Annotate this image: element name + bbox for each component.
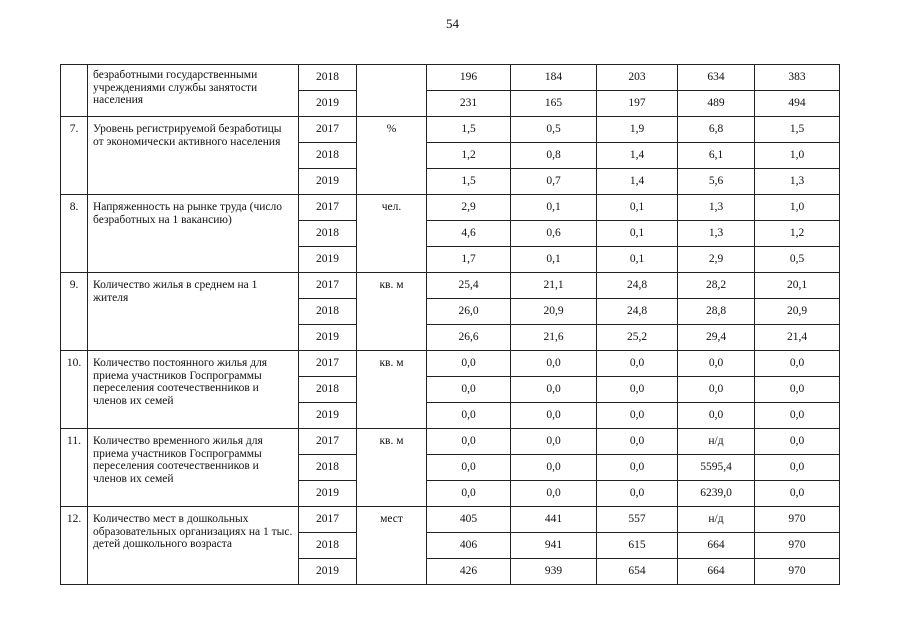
value-cell: 441 — [511, 507, 597, 533]
indicator-name: Количество жилья в среднем на 1 жителя — [88, 273, 299, 351]
value-cell: 0,0 — [427, 481, 511, 507]
value-cell: 4,6 — [427, 221, 511, 247]
value-cell: 184 — [511, 65, 597, 91]
value-cell: 1,0 — [755, 195, 840, 221]
value-cell: 1,4 — [597, 169, 678, 195]
unit-cell: % — [357, 117, 427, 195]
value-cell: 0,0 — [511, 403, 597, 429]
value-cell: 1,5 — [427, 169, 511, 195]
row-number: 11. — [61, 429, 88, 507]
year-cell: 2017 — [299, 117, 357, 143]
value-cell: 0,0 — [755, 351, 840, 377]
year-cell: 2018 — [299, 377, 357, 403]
value-cell: 0,0 — [597, 377, 678, 403]
value-cell: 21,1 — [511, 273, 597, 299]
value-cell: 0,0 — [427, 377, 511, 403]
value-cell: 634 — [678, 65, 755, 91]
value-cell: 203 — [597, 65, 678, 91]
table-row — [61, 351, 840, 377]
value-cell: 1,3 — [678, 221, 755, 247]
value-cell: 1,5 — [427, 117, 511, 143]
value-cell: 941 — [511, 533, 597, 559]
value-cell: 196 — [427, 65, 511, 91]
value-cell: 1,2 — [755, 221, 840, 247]
year-cell: 2019 — [299, 403, 357, 429]
value-cell: 0,0 — [755, 403, 840, 429]
value-cell: 0,0 — [678, 351, 755, 377]
value-cell: 0,0 — [597, 429, 678, 455]
year-cell: 2018 — [299, 455, 357, 481]
table-row — [61, 507, 840, 533]
value-cell: 615 — [597, 533, 678, 559]
value-cell: н/д — [678, 507, 755, 533]
value-cell: 1,9 — [597, 117, 678, 143]
value-cell: 0,1 — [511, 195, 597, 221]
value-cell: 1,0 — [755, 143, 840, 169]
year-cell: 2018 — [299, 65, 357, 91]
value-cell: 654 — [597, 559, 678, 585]
value-cell: 406 — [427, 533, 511, 559]
indicator-name: Количество мест в дошкольных образовательных организациях на 1 тыс. детей дошкольного возраста — [88, 507, 299, 585]
unit-cell: кв. м — [357, 273, 427, 351]
indicator-name: Уровень регистрируемой безработицы от экономически активного населения — [88, 117, 299, 195]
year-cell: 2018 — [299, 299, 357, 325]
row-number: 12. — [61, 507, 88, 585]
table-row — [61, 429, 840, 455]
value-cell: 0,1 — [597, 221, 678, 247]
unit-cell: кв. м — [357, 351, 427, 429]
value-cell: 664 — [678, 559, 755, 585]
table-body — [61, 65, 840, 585]
year-cell: 2018 — [299, 533, 357, 559]
year-cell: 2018 — [299, 143, 357, 169]
value-cell: 26,0 — [427, 299, 511, 325]
value-cell: 383 — [755, 65, 840, 91]
value-cell: 0,0 — [427, 351, 511, 377]
value-cell: 2,9 — [678, 247, 755, 273]
value-cell: 24,8 — [597, 273, 678, 299]
statistics-table — [60, 64, 840, 585]
row-number: 9. — [61, 273, 88, 351]
unit-cell: чел. — [357, 195, 427, 273]
table-row — [61, 195, 840, 221]
value-cell: 1,3 — [755, 169, 840, 195]
value-cell: н/д — [678, 429, 755, 455]
value-cell: 20,1 — [755, 273, 840, 299]
value-cell: 0,1 — [597, 195, 678, 221]
value-cell: 0,0 — [755, 481, 840, 507]
value-cell: 557 — [597, 507, 678, 533]
year-cell: 2019 — [299, 559, 357, 585]
value-cell: 1,7 — [427, 247, 511, 273]
value-cell: 20,9 — [511, 299, 597, 325]
value-cell: 426 — [427, 559, 511, 585]
value-cell: 0,0 — [755, 455, 840, 481]
value-cell: 405 — [427, 507, 511, 533]
value-cell: 21,4 — [755, 325, 840, 351]
value-cell: 0,0 — [678, 377, 755, 403]
year-cell: 2019 — [299, 481, 357, 507]
value-cell: 939 — [511, 559, 597, 585]
value-cell: 28,2 — [678, 273, 755, 299]
table-row — [61, 273, 840, 299]
value-cell: 1,4 — [597, 143, 678, 169]
year-cell: 2019 — [299, 91, 357, 117]
year-cell: 2019 — [299, 325, 357, 351]
value-cell: 1,3 — [678, 195, 755, 221]
value-cell: 0,5 — [755, 247, 840, 273]
value-cell: 0,5 — [511, 117, 597, 143]
value-cell: 28,8 — [678, 299, 755, 325]
value-cell: 0,6 — [511, 221, 597, 247]
value-cell: 197 — [597, 91, 678, 117]
value-cell: 0,0 — [597, 351, 678, 377]
value-cell: 0,0 — [511, 481, 597, 507]
value-cell: 0,0 — [755, 377, 840, 403]
year-cell: 2019 — [299, 169, 357, 195]
value-cell: 0,0 — [427, 403, 511, 429]
indicator-name: безработными государственными учреждениями службы занятости населения — [88, 65, 299, 117]
year-cell: 2017 — [299, 351, 357, 377]
value-cell: 26,6 — [427, 325, 511, 351]
value-cell: 0,0 — [755, 429, 840, 455]
value-cell: 0,1 — [597, 247, 678, 273]
value-cell: 0,0 — [511, 351, 597, 377]
value-cell: 6239,0 — [678, 481, 755, 507]
value-cell: 0,0 — [597, 403, 678, 429]
unit-cell: мест — [357, 507, 427, 585]
value-cell: 21,6 — [511, 325, 597, 351]
table-row — [61, 65, 840, 91]
row-number: 7. — [61, 117, 88, 195]
value-cell: 1,5 — [755, 117, 840, 143]
value-cell: 970 — [755, 533, 840, 559]
indicator-name: Количество постоянного жилья для приема участников Госпрограммы переселения соотечественников и членов их семей — [88, 351, 299, 429]
value-cell: 970 — [755, 507, 840, 533]
value-cell: 489 — [678, 91, 755, 117]
year-cell: 2017 — [299, 507, 357, 533]
unit-cell — [357, 65, 427, 117]
value-cell: 25,4 — [427, 273, 511, 299]
value-cell: 231 — [427, 91, 511, 117]
value-cell: 5,6 — [678, 169, 755, 195]
value-cell: 29,4 — [678, 325, 755, 351]
year-cell: 2018 — [299, 221, 357, 247]
year-cell: 2017 — [299, 195, 357, 221]
value-cell: 0,0 — [427, 455, 511, 481]
value-cell: 0,0 — [597, 455, 678, 481]
value-cell: 5595,4 — [678, 455, 755, 481]
value-cell: 0,0 — [511, 455, 597, 481]
value-cell: 0,1 — [511, 247, 597, 273]
value-cell: 0,8 — [511, 143, 597, 169]
value-cell: 165 — [511, 91, 597, 117]
indicator-name: Количество временного жилья для приема участников Госпрограммы переселения соотечественников и членов их семей — [88, 429, 299, 507]
value-cell: 494 — [755, 91, 840, 117]
row-number — [61, 65, 88, 117]
value-cell: 1,2 — [427, 143, 511, 169]
value-cell: 0,0 — [511, 377, 597, 403]
value-cell: 970 — [755, 559, 840, 585]
value-cell: 2,9 — [427, 195, 511, 221]
value-cell: 20,9 — [755, 299, 840, 325]
row-number: 10. — [61, 351, 88, 429]
value-cell: 0,7 — [511, 169, 597, 195]
value-cell: 664 — [678, 533, 755, 559]
value-cell: 25,2 — [597, 325, 678, 351]
value-cell: 6,8 — [678, 117, 755, 143]
value-cell: 0,0 — [511, 429, 597, 455]
row-number: 8. — [61, 195, 88, 273]
value-cell: 6,1 — [678, 143, 755, 169]
value-cell: 0,0 — [678, 403, 755, 429]
value-cell: 0,0 — [427, 429, 511, 455]
table-row — [61, 117, 840, 143]
page-number: 54 — [446, 16, 459, 31]
unit-cell: кв. м — [357, 429, 427, 507]
year-cell: 2017 — [299, 273, 357, 299]
indicator-name: Напряженность на рынке труда (число безработных на 1 вакансию) — [88, 195, 299, 273]
year-cell: 2019 — [299, 247, 357, 273]
value-cell: 24,8 — [597, 299, 678, 325]
value-cell: 0,0 — [597, 481, 678, 507]
year-cell: 2017 — [299, 429, 357, 455]
